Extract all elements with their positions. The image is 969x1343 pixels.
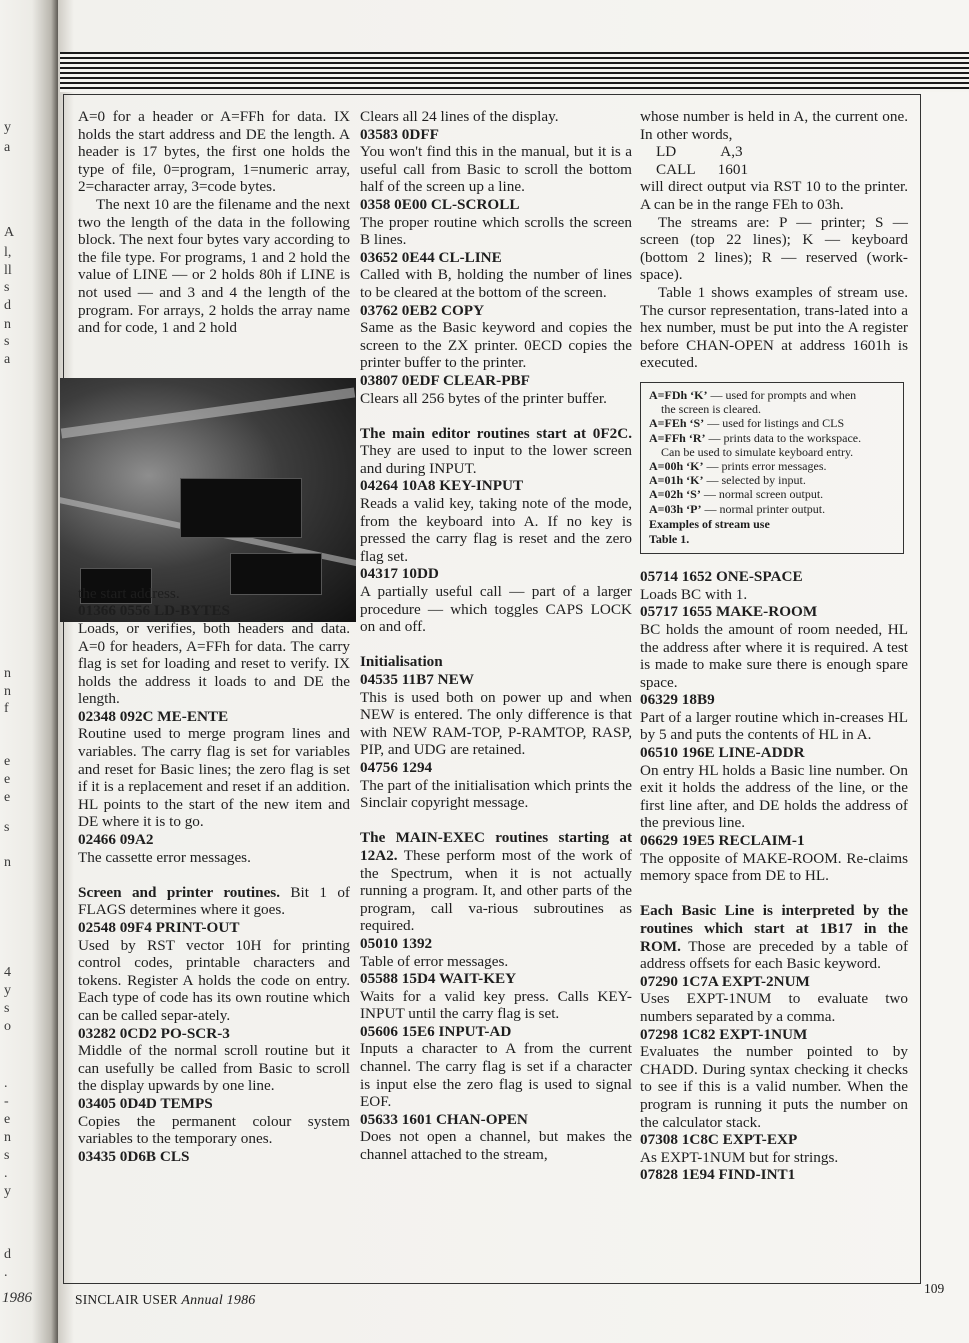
facing-page-fragment: e [4, 754, 11, 769]
stream-code: A=FFh ‘R’ [649, 430, 706, 445]
magazine-name: SINCLAIR USER [75, 1292, 178, 1307]
facing-page-fragment: y [4, 120, 11, 135]
routine-description: Called with B, holding the number of lines to be cleared at the bottom of the screen. [360, 266, 632, 301]
stream-code: A=00h ‘K’ [649, 458, 704, 473]
stream-table-row [649, 502, 897, 516]
stream-description: — used for listings and CLS [704, 416, 845, 431]
routine-description: Does not open a channel, but makes the channel attached to the stream, [360, 1128, 632, 1164]
routine-heading: 02348 092C ME-ENTE [78, 707, 229, 725]
routine-description: Loads BC with 1. [640, 585, 748, 603]
routine-description: This is used both on power up and when NEW is entered. The only difference is that with NEW RAM-TOP, P-RAMTOP, RASP, PIP, and UDG are retained. [360, 688, 632, 759]
column-2 [360, 108, 632, 1164]
facing-page-fragment: n [4, 666, 11, 681]
facing-page-year: 1986 [2, 1290, 32, 1306]
routine-description: Inputs a character to A from the current channel. The carry flag is set if a character is input else the zero flag is used to signal EOF. [360, 1040, 632, 1111]
routine-description: As EXPT-1NUM but for strings. [640, 1148, 839, 1166]
routine-heading: 07308 1C8C EXPT-EXP [640, 1131, 798, 1149]
facing-page-fragment: y [4, 983, 11, 998]
routine-description: Uses EXPT-1NUM to evaluate two numbers separated by a comma. [640, 990, 908, 1025]
stream-table-row [649, 388, 897, 402]
stream-description: — prints error messages. [703, 458, 827, 473]
paragraph: will direct output via RST 10 to the printer. A can be in the range FEh to 03h. [640, 178, 908, 213]
header-rules [60, 52, 969, 92]
section-intro: The main editor routines start at 0F2C. They are used to input to the lower screen and during INPUT. [360, 424, 632, 477]
stream-description: — prints data to the workspace. [705, 430, 862, 445]
routine-heading: 04756 1294 [360, 758, 433, 776]
facing-page-fragment: y [4, 1184, 11, 1199]
facing-page-fragment: l, [4, 245, 12, 260]
facing-page-fragment: s [4, 280, 10, 295]
routine-heading: 03435 0D6B CLS [78, 1147, 190, 1165]
routine-heading: 01366 0556 LD-BYTES [78, 602, 230, 620]
page-number: 109 [924, 1281, 945, 1296]
issue-name: Annual 1986 [181, 1293, 256, 1308]
routine-heading: 05717 1655 MAKE-ROOM [640, 603, 818, 621]
running-footer [75, 1292, 255, 1309]
routine-description: Evaluates the number pointed to by CHADD. During syntax checking it checks to see if this is a valid number. When the program is running it puts the number on the calculator stack. [640, 1043, 908, 1131]
routine-heading: 02548 09F4 PRINT-OUT [78, 919, 240, 936]
routine-heading: 05606 15E6 INPUT-AD [360, 1022, 512, 1040]
facing-page-fragment: d [4, 298, 11, 313]
facing-page-fragment: d [4, 1247, 11, 1262]
routine-heading: 07298 1C82 EXPT-1NUM [640, 1025, 808, 1043]
stream-table [640, 382, 904, 554]
section-heading: Initialisation [360, 653, 443, 671]
stream-code: A=03h ‘P’ [649, 501, 702, 516]
routine-description: Loads, or verifies, both headers and data. A=0 for headers, A=FFh for data. The carry flag is set for loading and reset to verify. IX holds the address it loads to and DE the length. [78, 619, 350, 708]
routine-heading: 05588 15D4 WAIT-KEY [360, 970, 517, 988]
routine-heading: 04535 11B7 NEW [360, 671, 474, 688]
facing-page-fragment: e [4, 790, 11, 805]
routine-description: You won't find this in the manual, but it is a useful call from Basic to scroll the bottom half of the screen up a line. [360, 143, 632, 196]
routine-description: The opposite of MAKE-ROOM. Re-claims memory space from DE to HL. [640, 849, 908, 885]
facing-page-fragment: s [4, 1148, 10, 1163]
routine-description: Used by RST vector 10H for printing control codes, printable characters and tokens. Register A holds the code on entry. Each type of code has its own routine which can be called separ-ately. [78, 936, 350, 1024]
paragraph: The streams are: P — printer; S — screen (top 22 lines); K — keyboard (bottom 2 lines); R — reserved (work-space). [640, 213, 908, 284]
facing-page-fragment: e [4, 1112, 11, 1127]
facing-page-fragment: n [4, 1130, 11, 1145]
routine-heading: 03282 0CD2 PO-SCR-3 [78, 1024, 230, 1042]
section-heading: The main editor routines start at 0F2C. [360, 424, 632, 442]
facing-page-fragment: n [4, 317, 11, 332]
facing-page-fragment: n [4, 855, 11, 870]
facing-page-fragment: s [4, 820, 10, 835]
routine-heading: 03405 0D4D TEMPS [78, 1094, 213, 1112]
routine-heading: 06510 196E LINE-ADDR [640, 744, 805, 762]
facing-page-edge [0, 0, 58, 1343]
facing-page-fragment: o [4, 1019, 11, 1034]
stream-code: A=FEh ‘S’ [649, 416, 705, 431]
facing-page-fragment: f [4, 701, 9, 716]
routine-description: Copies the permanent colour system variables to the temporary ones. [78, 1112, 350, 1148]
routine-description: A partially useful call — part of a larger procedure — which toggles CAPS LOCK on and off. [360, 583, 632, 636]
stream-table-row [649, 487, 897, 501]
routine-heading: 07290 1C7A EXPT-2NUM [640, 972, 810, 990]
facing-page-fragment: s [4, 1001, 10, 1016]
routine-description: Table of error messages. [360, 952, 509, 970]
paragraph: A=0 for a header or A=FFh for data. IX holds the start address and DE the length. A header is 17 bytes, the first one holds the type of file, 0=program, 1=numeric array, 2=character array, 3=code bytes. [78, 108, 350, 196]
routine-heading: 0358 0E00 CL-SCROLL [360, 195, 520, 213]
routine-description: Clears all 256 bytes of the printer buffer. [360, 389, 607, 407]
routine-description: The part of the initialisation which prints the Sinclair copyright message. [360, 776, 632, 812]
stream-table-row [649, 459, 897, 473]
routine-heading: 02466 09A2 [78, 831, 154, 849]
routine-heading: 07828 1E94 FIND-INT1 [640, 1166, 796, 1184]
section-heading: Each Basic Line is interpreted by the routines which start at 1B17 in the ROM. [640, 902, 908, 955]
facing-page-fragment: a [4, 140, 11, 155]
routine-description: Middle of the normal scroll routine but it can usefully be called from Basic to scroll the display upwards by one line. [78, 1042, 350, 1095]
routine-heading: 06329 18B9 [640, 691, 715, 709]
routine-heading: 06629 19E5 RECLAIM-1 [640, 832, 805, 850]
facing-page-fragment: a [4, 352, 11, 367]
routine-heading: 03652 0E44 CL-LINE [360, 248, 502, 266]
routine-heading: 04317 10DD [360, 565, 439, 583]
routine-description: Part of a larger routine which in-creases HL by 5 and puts the contents of HL in A. [640, 708, 908, 744]
stream-description: — selected by input. [703, 473, 806, 488]
routine-heading: 05010 1392 [360, 934, 433, 952]
routine-heading: 03762 0EB2 COPY [360, 301, 485, 319]
facing-page-fragment: A [4, 225, 15, 240]
section-intro: Screen and printer routines. Bit 1 of FLAGS determines where it goes. [78, 883, 350, 919]
routine-description: On entry HL holds a Basic line number. On exit it holds the address of the line, or the first line after, and DE holds the address of the previous line. [640, 761, 908, 832]
photo-spacer [78, 337, 350, 585]
routine-heading: 05633 1601 CHAN-OPEN [360, 1110, 528, 1128]
stream-table-row [649, 416, 897, 430]
column-3 [640, 108, 908, 1184]
paragraph: whose number is held in A, the current one. In other words, [640, 108, 908, 143]
facing-page-fragment: n [4, 684, 11, 699]
routine-heading: 03807 0EDF CLEAR-PBF [360, 371, 530, 389]
routine-description: The cassette error messages. [78, 848, 251, 866]
routine-description: Routine used to merge program lines and variables. The carry flag is set for variables and reset for Basic lines; the zero flag is set if it is a replacement and reset if an addition. HL points to the start of the new item and DE where it is to go. [78, 725, 350, 831]
routine-description: Reads a valid key, taking note of the mode, from the keyboard into A. If no key is pressed the carry flag is reset and the zero flag set. [360, 495, 632, 565]
stream-code: A=FDh ‘K’ [649, 387, 708, 402]
routine-description: Same as the Basic keyword and copies the screen to the ZX printer. 0ECD copies the printer buffer to the printer. [360, 319, 632, 372]
facing-page-fragment: 4 [4, 965, 11, 980]
column-1 [78, 108, 350, 1165]
routine-heading: 04264 10A8 KEY-INPUT [360, 477, 524, 495]
facing-page-fragment: . [4, 1166, 8, 1181]
section-heading: Screen and printer routines. [78, 883, 281, 901]
routine-description: Clears all 24 lines of the display. [360, 108, 559, 125]
stream-description: — used for prompts and when [707, 387, 857, 402]
facing-page-fragment: - [4, 1094, 9, 1109]
facing-page-fragment: s [4, 334, 10, 349]
section-intro: Each Basic Line is interpreted by the routines which start at 1B17 in the ROM. Those are preceded by a table of address offsets for each Basic keyword. [640, 902, 908, 973]
table-caption: Table 1. [649, 531, 690, 546]
stream-code: A=02h ‘S’ [649, 487, 701, 502]
code-line: LD A,3 [656, 143, 743, 161]
stream-description-cont: Can be used to simulate keyboard entry. [661, 444, 854, 459]
stream-description: — normal printer output. [701, 501, 826, 516]
routine-heading: 03583 0DFF [360, 125, 439, 143]
routine-description: The proper routine which scrolls the screen B lines. [360, 213, 632, 249]
paragraph: Table 1 shows examples of stream use. The cursor representation, trans-lated into a hex number, must be put into the A register before CHAN-OPEN at address 1601h is executed. [640, 283, 908, 372]
paragraph: the start address. [78, 584, 180, 602]
facing-page-fragment: e [4, 772, 11, 787]
routine-description: Waits for a valid key press. Calls KEY-INPUT until the carry flag is set. [360, 987, 632, 1023]
section-heading: The MAIN-EXEC routines starting at 12A2. [360, 829, 632, 864]
stream-description: — normal screen output. [700, 487, 824, 502]
routine-description: BC holds the amount of room needed, HL the address after where it is required. A test is made to make sure there is enough spare space. [640, 620, 908, 691]
paragraph: The next 10 are the filename and the next two the length of the data in the following block. The next four bytes vary according to the file type. For programs, 1 and 2 hold the value of LINE — or 2 holds 80h if LINE is not used — and 3 and 4 the length of the program. For arrays, 2 holds the array name and for code, 1 and 2 hold [78, 195, 350, 337]
stream-table-row [649, 473, 897, 487]
facing-page-fragment: ll [4, 263, 12, 278]
section-intro: The MAIN-EXEC routines starting at 12A2. These perform most of the work of the Spectrum, when it is not actually running a program. It, and other parts of the program, call va-rious subroutines as required. [360, 829, 632, 935]
stream-table-row [649, 431, 897, 445]
stream-code: A=01h ‘K’ [649, 473, 704, 488]
table-caption: Examples of stream use [649, 516, 770, 531]
facing-page-fragment: . [4, 1076, 8, 1091]
routine-heading: 05714 1652 ONE-SPACE [640, 568, 803, 586]
stream-description-cont: the screen is cleared. [661, 402, 761, 417]
facing-page-fragment: . [4, 1265, 8, 1280]
code-line: CALL 1601 [656, 160, 749, 178]
